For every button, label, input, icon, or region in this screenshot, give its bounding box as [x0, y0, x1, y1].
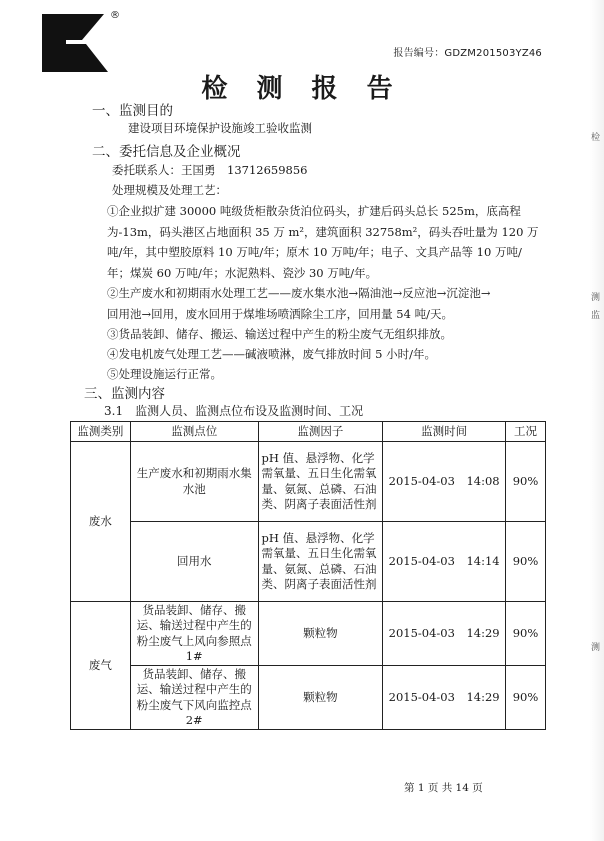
table-row [71, 666, 546, 730]
section-3-title: 三、监测内容 [84, 386, 165, 402]
table-header-row [71, 422, 546, 442]
paragraph-1: ①企业拟扩建 30000 吨级货柜散杂货泊位码头，扩建后码头总长 525m，底高程 为-13m，码头港区占地面积 35 万 m²，建筑面积 32758m²，码头吞吐量为 120 万 吨/年，其中塑胶原料 10 万吨/年；原木 10 万吨/年；电子、文具产品等 10 万吨/ 年；煤炭 60 万吨/年；水泥熟料、瓷沙 30 万吨/年。 [107, 204, 539, 280]
table-row [71, 602, 546, 666]
table-row [71, 442, 546, 522]
condition-cell: 90% [505, 522, 545, 602]
condition-cell: 90% [505, 602, 545, 666]
margin-mark: 监 [590, 311, 600, 321]
point-cell: 货品装卸、储存、搬运、输送过程中产生的粉尘废气下风向监控点2# [130, 666, 258, 730]
monitoring-table [70, 421, 546, 730]
header-condition: 工况 [505, 422, 545, 442]
section-3-1-title: 3.1 监测人员、监测点位布设及监测时间、工况 [104, 404, 364, 418]
scale-label: 处理规模及处理工艺： [112, 183, 227, 197]
margin-mark: 测 [590, 643, 600, 653]
section-1-text: 建设项目环境保护设施竣工验收监测 [128, 121, 312, 135]
scan-edge [590, 0, 604, 841]
header-time: 监测时间 [383, 422, 506, 442]
time-cell: 2015-04-03 14:29 [383, 666, 506, 730]
time-cell: 2015-04-03 14:08 [383, 442, 506, 522]
page-title: 检 测 报 告 [201, 74, 403, 104]
point-cell: 货品装卸、储存、搬运、输送过程中产生的粉尘废气上风向参照点1# [130, 602, 258, 666]
time-cell: 2015-04-03 14:29 [383, 602, 506, 666]
report-number: 报告编号：GDZM201503YZ46 [393, 48, 542, 59]
paragraph-4: ④发电机废气处理工艺——碱液喷淋，废气排放时间 5 小时/年。 [107, 347, 436, 361]
table-row [71, 522, 546, 602]
header-point: 监测点位 [130, 422, 258, 442]
header-factor: 监测因子 [258, 422, 383, 442]
condition-cell: 90% [505, 666, 545, 730]
condition-cell: 90% [505, 442, 545, 522]
point-cell: 回用水 [130, 522, 258, 602]
header-category: 监测类别 [71, 422, 131, 442]
paragraph-3: ③货品装卸、储存、搬运、输送过程中产生的粉尘废气无组织排放。 [107, 327, 452, 341]
contact-line: 委托联系人：王国勇 13712659856 [112, 163, 308, 177]
category-cell: 废水 [71, 442, 131, 602]
paragraph-2: ②生产废水和初期雨水处理工艺——废水集水池→隔油池→反应池→沉淀池→ 回用池→回用，废水回用于煤堆场喷洒除尘工序，回用量 54 吨/天。 [107, 286, 491, 321]
time-cell: 2015-04-03 14:14 [383, 522, 506, 602]
page-number: 第 1 页 共 14 页 [404, 782, 483, 794]
margin-mark: 测 [590, 293, 600, 303]
section-1-title: 一、监测目的 [92, 103, 173, 119]
factor-cell: 颗粒物 [258, 602, 383, 666]
factor-cell: 颗粒物 [258, 666, 383, 730]
factor-cell: pH 值、悬浮物、化学需氧量、五日生化需氧量、氨氮、总磷、石油类、阴离子表面活性剂 [258, 442, 383, 522]
point-cell: 生产废水和初期雨水集水池 [130, 442, 258, 522]
paragraph-5: ⑤处理设施运行正常。 [107, 367, 222, 381]
registered-mark: ® [110, 10, 120, 21]
margin-mark: 检 [590, 133, 600, 143]
section-2-title: 二、委托信息及企业概况 [92, 144, 241, 160]
category-cell: 废气 [71, 602, 131, 730]
company-logo-icon [42, 14, 112, 72]
factor-cell: pH 值、悬浮物、化学需氧量、五日生化需氧量、氨氮、总磷、石油类、阴离子表面活性剂 [258, 522, 383, 602]
